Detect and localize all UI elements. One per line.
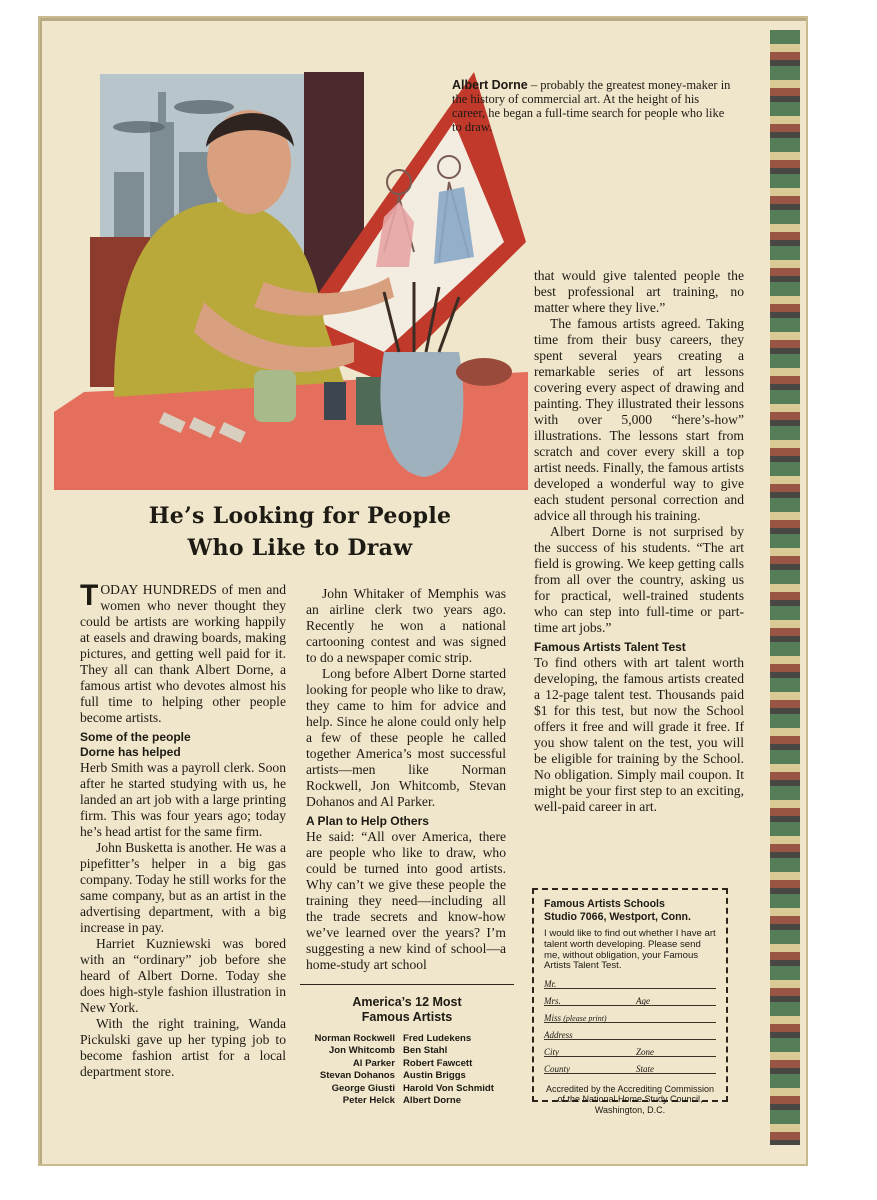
accreditation-note: Accredited by the Accrediting Commission of the National Home Study Council, Washington, D.C. [545, 1084, 715, 1115]
lead-caps: ODAY HUNDREDS [100, 582, 217, 597]
subhead-line: Dorne has helped [80, 745, 181, 759]
field-label: Miss [544, 1013, 562, 1024]
field-label: Age [636, 996, 650, 1007]
miss-field[interactable] [544, 1013, 716, 1023]
artist-name: Stevan Dohanos [319, 1070, 395, 1082]
famous-artists-list [300, 984, 514, 1107]
artist-name: Al Parker [352, 1057, 395, 1069]
field-label: County [544, 1064, 570, 1075]
paragraph: John Whitaker of Memphis was an airline clerk two years ago. Recently he won a national cartooning contest and was signed to do a newspaper comic strip. [306, 586, 506, 665]
paragraph: Harriet Kuzniewski was bored with an “ordinary” job before she heard of Albert Dorne. Today she does high-style fashion illustration in New York. [80, 936, 286, 1015]
city-zone-field[interactable] [544, 1047, 716, 1057]
field-label: Address [544, 1030, 573, 1041]
subhead: Famous Artists Talent Test [534, 640, 686, 654]
paragraph: Herb Smith was a payroll clerk. Soon after he started studying with us, he landed an art job with a large printing firm. This was four years ago; today he’s head artist for the same firm. [80, 760, 286, 839]
artists-title [300, 995, 514, 1025]
artist-name: Peter Helck [342, 1095, 395, 1107]
paragraph: Long before Albert Dorne started looking for people who like to draw, they came to him for advice and help. Since he alone could only help a few of these people he called together America’s most successful artists—men like Norman Rockwell, Jon Whitcomb, Stevan Dohanos and Al Parker. [306, 666, 506, 809]
paragraph: that would give talented people the best professional art training, no matter where they live.” [534, 268, 744, 315]
coupon-title-line: Studio 7066, Westport, Conn. [544, 910, 691, 923]
artists-title-line: America’s 12 Most [352, 995, 462, 1009]
artists-grid [300, 1033, 514, 1107]
artist-name: Ben Stahl [403, 1045, 448, 1057]
headline-line-2: Who Like to Draw [187, 535, 413, 561]
county-state-field[interactable] [544, 1064, 716, 1074]
artist-name: Norman Rockwell [314, 1033, 395, 1044]
coupon-body: I would like to find out whether I have art talent worth developing. Please send me, without obligation, your Famous Artists Talent Test. [544, 928, 716, 972]
page-headline [100, 500, 500, 564]
article-column-1 [80, 579, 286, 1080]
drop-cap: T [80, 579, 99, 612]
paragraph: The famous artists agreed. Taking time from their busy careers, they spent several years creating a remarkable series of art lessons covering every aspect of drawing and painting. They illustrated their lessons with over 5,000 “here’s-how” illustrations. The lessons start from scratch and cover every skill a top artist needs. Finally, the famous artists developed a wonderful way to give each student personal correction and advice all through his training. [534, 316, 744, 523]
mr-field[interactable] [544, 979, 716, 989]
artist-name: Harold Von Schmidt [403, 1082, 494, 1094]
field-label: State [636, 1064, 654, 1075]
mail-coupon[interactable] [532, 888, 728, 1115]
artist-name: Austin Briggs [403, 1070, 466, 1082]
paragraph: He said: “All over America, there are people who like to draw, who could be turned into good artists. Why can’t we give these people the training they need—including all the trade secrets and know-how we’ve learned over the years? I’m suggesting a new kind of school—a home-study art school [306, 829, 506, 972]
headline-line-1: He’s Looking for People [148, 503, 452, 529]
subhead-line: Some of the people [80, 730, 191, 744]
field-label: Zone [636, 1047, 654, 1058]
artist-name: George Giusti [331, 1082, 395, 1094]
artists-title-line: Famous Artists [361, 1010, 453, 1024]
field-label: City [544, 1047, 559, 1058]
paragraph-text: of men and women who never thought they could be artists are working happily at easels and drawing boards, making pictures, and getting well paid for it. They all can thank Albert Dorne, a famous artist who devotes almost his full time to helping other people become artists. [80, 582, 286, 725]
field-note: (please print) [563, 1014, 607, 1024]
artist-name: Jon Whitcomb [328, 1045, 395, 1057]
artist-name: Robert Fawcett [403, 1057, 473, 1069]
spine-edge [770, 30, 800, 1145]
paragraph: With the right training, Wanda Pickulski gave up her typing job to become fashion artist for a local department store. [80, 1016, 286, 1079]
field-label: Mr. [544, 979, 557, 990]
paragraph: To find others with art talent worth developing, the famous artists created a 12-page talent test. Thousands paid $1 for this test, but now the School offers it free and will grade it free. If you show talent on the test, you will be eligible for training by the School. No obligation. Simply mail coupon. It might be your first step to an exciting, well-paid career in art. [534, 655, 744, 814]
paragraph: John Busketta is another. He was a pipefitter’s helper in a big gas company. Today he still works for the same company, but as an artist in the advertising department, with a big increase in pay. [80, 840, 286, 935]
article-column-3 [534, 268, 744, 815]
address-field[interactable] [544, 1030, 716, 1040]
subhead [80, 730, 286, 760]
field-label: Mrs. [544, 996, 561, 1007]
paragraph: Albert Dorne is not surprised by the success of his students. “The art field is growing. We keep getting calls from all over the country, asking us for practical, well-trained students who can step into full-time or part-time art jobs.” [534, 524, 744, 635]
paragraph [80, 579, 286, 726]
illustration-caption [452, 78, 732, 134]
coupon-title [544, 898, 716, 923]
caption-name: Albert Dorne [452, 78, 528, 92]
article-column-2 [306, 586, 506, 973]
artist-name: Albert Dorne [403, 1095, 462, 1107]
mrs-age-field[interactable] [544, 996, 716, 1006]
artist-name: Fred Ludekens [403, 1033, 472, 1044]
coupon-title-line: Famous Artists Schools [544, 898, 665, 910]
subhead: A Plan to Help Others [306, 814, 429, 828]
caption-text: – probably the greatest money-maker in the history of commercial art. At the height of his career, he began a full-time search for people who like to draw. [452, 78, 731, 134]
